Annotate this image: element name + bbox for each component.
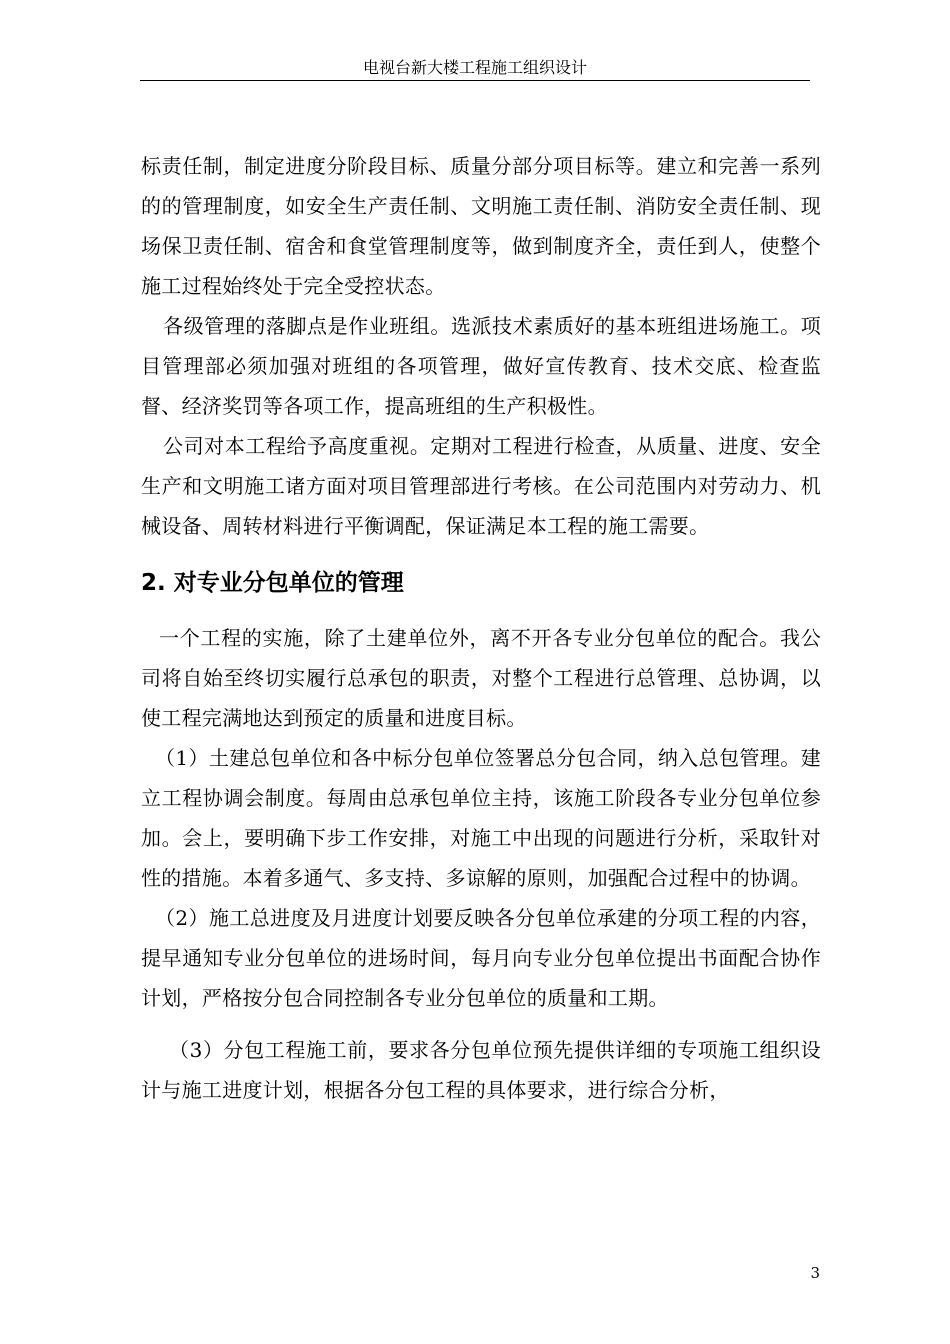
header-divider: [140, 80, 810, 81]
section-paragraph-item-3: （3）分包工程施工前，要求各分包单位预先提供详细的专项施工组织设计与施工进度计划，根据各分包工程的具体要求，进行综合分析，: [141, 1038, 821, 1102]
section-heading: 2. 对专业分包单位的管理: [141, 570, 404, 596]
body-paragraph-1: 标责任制，制定进度分阶段目标、质量分部分项目标等。建立和完善一系列的的管理制度，如安全生产责任制、文明施工责任制、消防安全责任制、现场保卫责任制、宿舍和食堂管理制度等，做到制度齐全，责任到人，使整个施工过程始终处于完全受控状态。: [141, 154, 821, 298]
body-paragraph-3: 公司对本工程给予高度重视。定期对工程进行检查，从质量、进度、安全生产和文明施工诸方面对项目管理部进行考核。在公司范围内对劳动力、机械设备、周转材料进行平衡调配，保证满足本工程的施工需要。: [141, 434, 821, 538]
document-body: [141, 146, 821, 1110]
page-header-title: 电视台新大楼工程施工组织设计: [362, 58, 587, 77]
body-paragraph-2: 各级管理的落脚点是作业班组。选派技术素质好的基本班组进场施工。项目管理部必须加强对班组的各项管理，做好宣传教育、技术交底、检查监督、经济奖罚等各项工作，提高班组的生产积极性。: [141, 314, 821, 418]
page-number: 3: [810, 1264, 820, 1282]
section-paragraph-intro: 一个工程的实施，除了土建单位外，离不开各专业分包单位的配合。我公司将自始至终切实履行总承包的职责，对整个工程进行总管理、总协调，以使工程完满地达到预定的质量和进度目标。: [141, 626, 821, 730]
section-paragraph-item-1: （1）土建总包单位和各中标分包单位签署总分包合同，纳入总包管理。建立工程协调会制度。每周由总承包单位主持，该施工阶段各专业分包单位参加。会上，要明确下步工作安排，对施工中出现的问题进行分析，采取针对性的措施。本着多通气、多支持、多谅解的原则，加强配合过程中的协调。: [141, 746, 821, 890]
paragraph-gap: [141, 1018, 821, 1030]
section-paragraph-item-2: （2）施工总进度及月进度计划要反映各分包单位承建的分项工程的内容，提早通知专业分包单位的进场时间，每月向专业分包单位提出书面配合协作计划，严格按分包合同控制各专业分包单位的质量和工期。: [141, 906, 821, 1010]
